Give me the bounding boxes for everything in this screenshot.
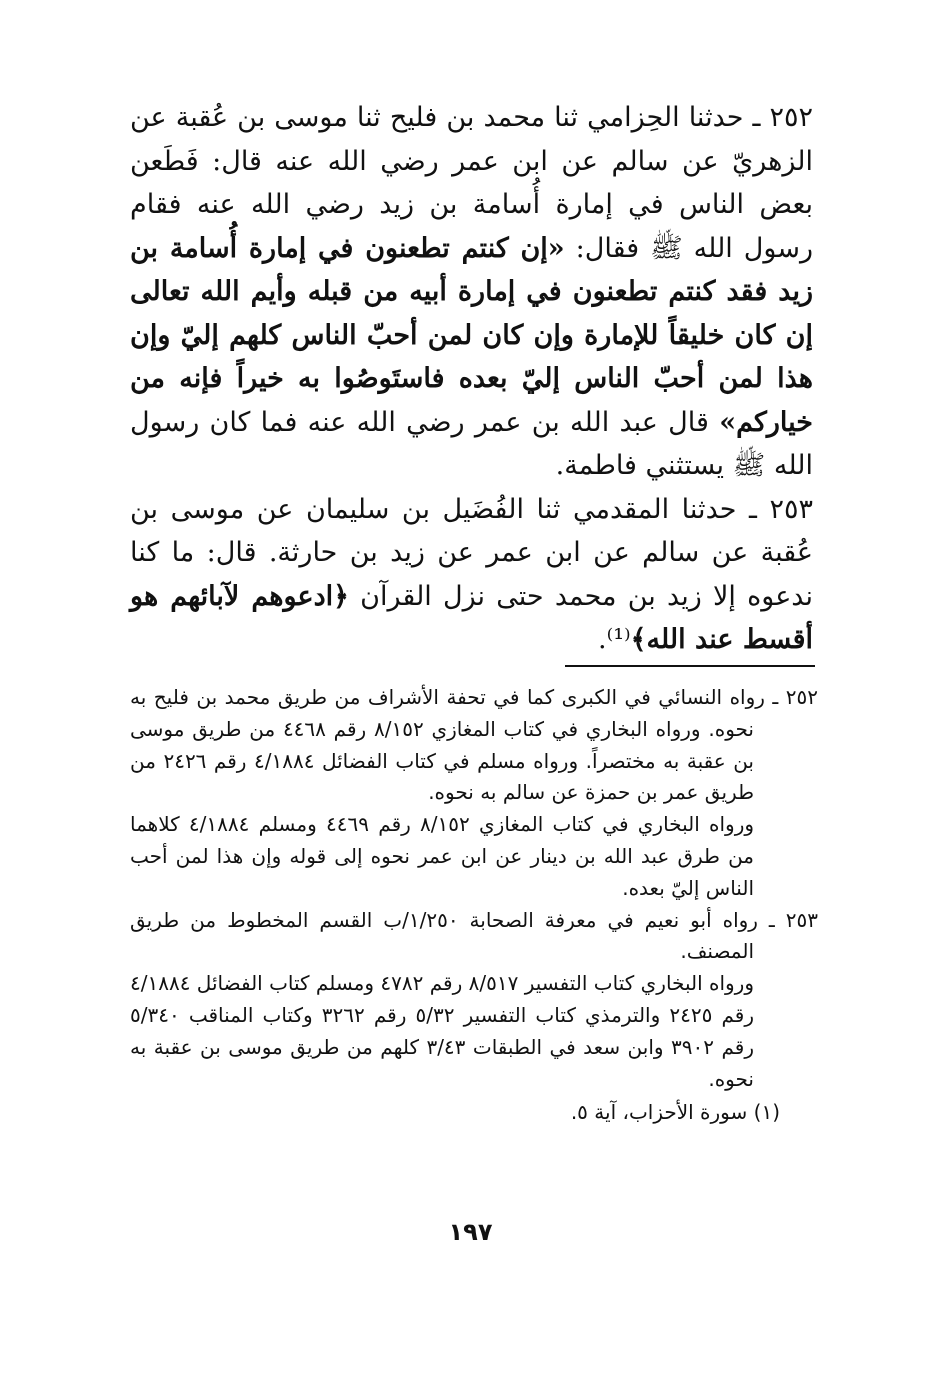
- footnote-252-continued: ورواه البخاري في كتاب المغازي ٨/١٥٢ رقم ٤٤٦٩ ومسلم ٤/١٨٨٤ كلاهما من طرق عبد الله بن دينار عن ابن عمر نحوه إلى قوله وإن هذا لمن أحب الناس إليّ بعده.: [130, 812, 755, 900]
- footnote-marker: ⁽¹⁾.: [597, 624, 631, 655]
- quran-verse: ﴿ادعوهم لآبائهم هو أقسط عند الله﴾: [130, 580, 813, 655]
- footnote-253: ٢٥٣ ـ رواه أبو نعيم في معرفة الصحابة ١/٢٥٠/ب القسم المخطوط من طريق المصنف.: [130, 907, 818, 964]
- footnote-quran-reference: (١) سورة الأحزاب، آية ٥.: [570, 1100, 780, 1125]
- main-text: [130, 96, 813, 662]
- footnote-separator: [565, 665, 815, 667]
- hadith-252: [130, 96, 813, 488]
- hadith-253-isnad: ٢٥٣ ـ حدثنا المقدمي ثنا الفُضَيل بن سليمان عن موسى بن عُقبة عن سالم عن ابن عمر عن زيد بن حارثة. قال: ما كنا ندعوه إلا زيد بن محمد حتى نزل القرآن: [130, 493, 813, 612]
- page-number: ١٩٧: [448, 1218, 493, 1246]
- hadith-252-comment: قال عبد الله بن عمر رضي الله عنه فما كان رسول الله ﷺ يستثني فاطمة.: [130, 406, 813, 481]
- hadith-252-matn: «إن كنتم تطعنون في إمارة أُسامة بن زيد فقد كنتم تطعنون في إمارة أبيه من قبله وأيم الله تعالى إن كان خليقاً للإمارة وإن كان لمن أحبّ الناس كلهم إليّ وإن هذا لمن أحبّ الناس إليّ بعده فاستَوصُوا به خيراً فإنه من خياركم»: [130, 232, 813, 438]
- footnote-252: ٢٥٢ ـ رواه النسائي في الكبرى كما في تحفة الأشراف من طريق محمد بن فليح به نحوه. ورواه البخاري في كتاب المغازي ٨/١٥٢ رقم ٤٤٦٨ من طريق موسى بن عقبة به مختصراً. ورواه مسلم في كتاب الفضائل ٤/١٨٨٤ رقم ٢٤٢٦ من طريق عمر بن حمزة عن سالم به نحوه.: [130, 685, 818, 805]
- hadith-253: [130, 488, 813, 662]
- hadith-252-isnad: ٢٥٢ ـ حدثنا الحِزامي ثنا محمد بن فليح ثنا موسى بن عُقبة عن الزهريّ عن سالم عن ابن عمر رضي الله عنه قال: فَطَعن بعض الناس في إمارة أُسامة بن زيد رضي الله عنه فقام رسول الله ﷺ فقال:: [130, 102, 813, 264]
- footnotes: [130, 682, 818, 1129]
- footnote-253-continued: ورواه البخاري كتاب التفسير ٨/٥١٧ رقم ٤٧٨٢ ومسلم كتاب الفضائل ٤/١٨٨٤ رقم ٢٤٢٥ والترمذي كتاب التفسير ٥/٣٢ رقم ٣٢٦٢ وكتاب المناقب ٥/٣٤٠ رقم ٣٩٠٢ وابن سعد في الطبقات ٣/٤٣ كلهم من طريق موسى بن عقبة به نحوه.: [129, 971, 755, 1091]
